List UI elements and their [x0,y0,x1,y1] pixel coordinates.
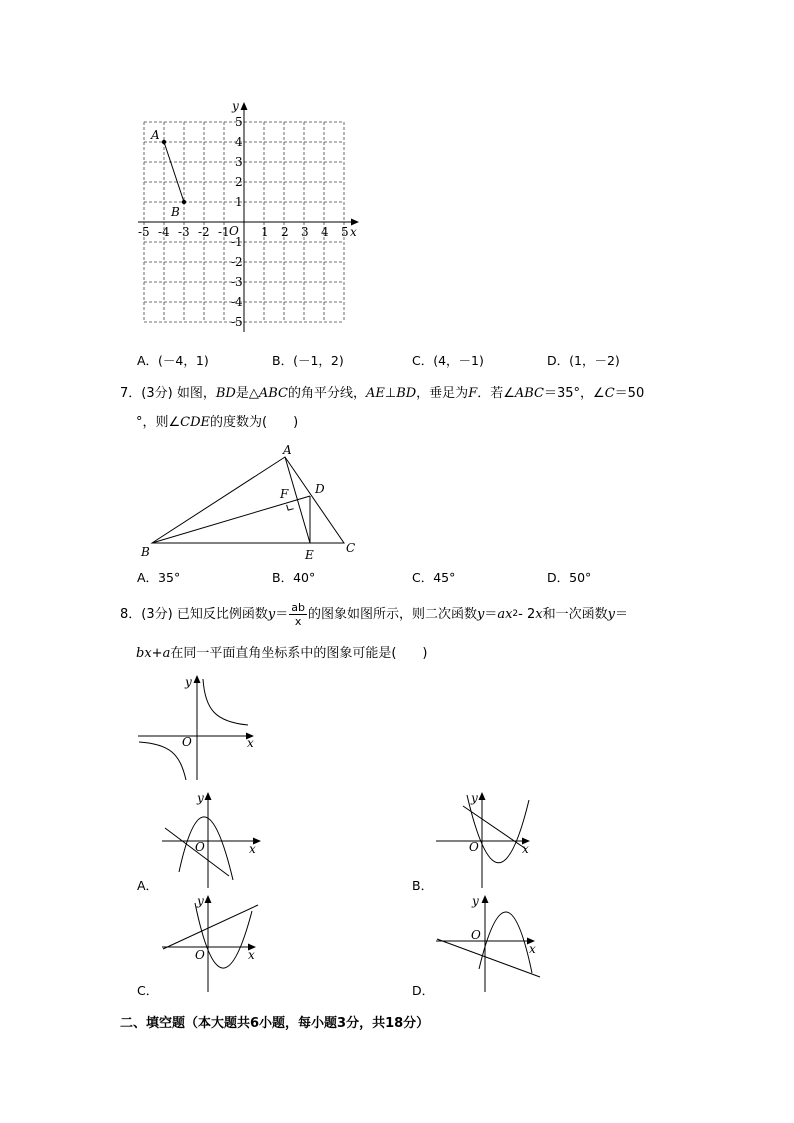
q8-text: 在同一平面直角坐标系中的图象可能是( ) [170,646,428,661]
q8-var-y: y [476,606,485,622]
q7-c: C [604,386,615,401]
q8-d-origin-label: O [471,928,481,942]
q7-text: 的度数为( ) [210,415,299,430]
q8-a-y-arrow [205,792,212,800]
q7-prefix: 7．(3分) 如图， [120,386,216,401]
q8-a-y-label: y [197,791,204,805]
q6-y-tick-label: -1 [231,235,243,249]
q6-point-label-b: B [171,205,180,219]
q6-option-a[interactable]: A．(－4，1) [137,353,209,368]
q6-origin-label: O [229,224,239,238]
q8-b-y-arrow [479,792,486,800]
q8-text: 和一次函数 [542,606,608,622]
q8-ref-origin-label: O [182,735,192,749]
q6-point-label-a: A [151,128,160,142]
q7-text: ．若∠ [477,386,515,401]
q8-d-line [437,939,540,977]
q8-c-x-label: x [248,948,255,962]
q6-point-a [162,140,166,144]
q7-cde: CDE [180,415,211,430]
q7-label-e: E [305,548,314,562]
q8-fraction [289,601,307,628]
q8-choice-d-label[interactable]: D． [412,983,435,998]
q7-label-f: F [280,487,289,501]
q7-segment-ae [285,457,310,543]
q8-var-a: a [162,646,171,661]
q8-equals: ＝ [484,606,498,622]
q6-x-tick-label: 4 [321,225,329,239]
q6-x-label: x [350,225,357,239]
q7-triangle-figure [135,440,365,562]
q8-choice-c-graph[interactable] [160,893,270,993]
q8-choice-b-label[interactable]: B． [412,878,434,893]
q7-option-a[interactable]: A．35° [137,570,181,585]
q8-choice-d-graph[interactable] [434,893,549,993]
q6-x-tick-label: -1 [218,225,230,239]
q6-x-tick-label: -4 [158,225,170,239]
q7-ae: AE [365,386,385,401]
q8-b-y-label: y [471,791,478,805]
q7-option-d[interactable]: D．50° [547,570,592,585]
q7-label-b: B [141,545,150,559]
q8-text: 的图象如图所示，则二次函数 [307,606,477,622]
q6-x-tick-label: -3 [178,225,190,239]
q8-question-line2 [136,647,427,660]
q7-text: 是△ [235,386,259,401]
q7-abc: ABC [258,386,288,401]
q6-x-tick-label: 3 [301,225,309,239]
q6-y-tick-label: 1 [235,195,243,209]
q6-y-tick-label: 3 [235,155,243,169]
q8-exponent: 2 [512,608,519,619]
q8-c-origin-label: O [195,948,205,962]
q8-a-origin-label: O [195,840,205,854]
q7-abc: ABC [514,386,545,401]
q7-label-c: C [346,541,356,555]
q6-x-tick-label: 1 [261,225,269,239]
q7-text: 的角平分线， [287,386,366,401]
q8-c-line [163,905,258,949]
q7-option-c[interactable]: C．45° [412,570,456,585]
q6-x-tick-label: -2 [198,225,210,239]
q8-minus-2: - 2 [518,606,536,622]
q6-y-tick-label: -4 [231,295,243,309]
q6-y-tick-label: -5 [231,315,243,329]
q8-ref-y-arrow [194,675,201,683]
q7-text: ＝50 [614,386,645,401]
q6-y-tick-label: -3 [231,275,243,289]
q6-y-tick-label: 5 [235,115,243,129]
q8-hyperbola-branch-1 [203,679,248,725]
q8-a-x-label: x [249,842,256,856]
q6-x-tick-label: 2 [281,225,289,239]
q8-d-x-label: x [529,942,536,956]
section-2-heading: 二、填空题（本大题共6小题，每小题3分，共18分） [120,1016,430,1031]
q7-option-b[interactable]: B．40° [272,570,316,585]
q7-text: °，则∠ [136,415,181,430]
q7-label-d: D [315,482,325,496]
q6-y-label: y [232,99,239,113]
q8-d-y-arrow [482,895,489,903]
q8-ref-x-label: x [247,736,254,750]
q7-bd: BD [215,386,236,401]
q8-b-origin-label: O [469,840,479,854]
q6-x-tick-label: 5 [341,225,349,239]
q6-option-d[interactable]: D．(1，－2) [547,353,620,368]
q7-f: F [468,386,478,401]
q8-bx: bx [136,646,152,661]
q8-prefix: 8．(3分) 已知反比例函数 [120,606,268,622]
q8-hyperbola-branch-2 [139,742,186,780]
q7-bd: BD [396,386,417,401]
q6-y-axis-arrow [241,102,248,110]
q7-question-line1 [120,387,644,400]
q8-question-line1 [120,599,628,629]
q6-x-tick-label: -5 [138,225,150,239]
q8-var-y: y [267,606,276,622]
q6-point-b [182,200,186,204]
q8-fraction-denominator: x [294,614,302,628]
q8-equals: ＝ [275,606,289,622]
q6-y-tick-label: 4 [235,135,243,149]
q8-choice-a-label[interactable]: A． [137,878,159,893]
q8-c-y-arrow [205,895,212,903]
q7-label-a: A [283,443,292,457]
q8-equals: ＝ [614,606,628,622]
q6-option-c[interactable]: C．(4，－1) [412,353,484,368]
q7-text: ，垂足为 [416,386,469,401]
q8-a-parabola [179,817,233,880]
q8-fraction-numerator: ab [291,600,305,614]
q8-b-x-label: x [522,842,529,856]
q7-question-line2 [136,416,298,429]
q7-triangle-abc [152,457,344,543]
q7-right-angle-mark [287,505,294,510]
q8-ref-y-label: y [185,675,192,689]
q8-var-x: x [535,606,543,622]
q6-option-b[interactable]: B．(－1，2) [272,353,344,368]
q8-choice-c-label[interactable]: C． [137,983,159,998]
q7-segment-bd [152,496,310,543]
q8-choice-a-graph[interactable] [160,790,270,890]
q7-perp: ⊥ [384,386,397,401]
q6-y-tick-label: 2 [235,175,243,189]
q7-text: ＝35°，∠ [544,386,605,401]
q8-ax: ax [497,606,513,622]
q6-coordinate-grid [128,98,368,338]
q6-y-tick-label: -2 [231,255,243,269]
q8-d-y-label: y [472,894,479,908]
q8-plus: + [151,646,163,661]
q6-segment-ab [164,142,184,202]
q8-choice-b-graph[interactable] [434,790,544,890]
q8-hyperbola-graph [130,670,265,785]
q8-c-y-label: y [197,894,204,908]
q8-var-y: y [607,606,615,622]
